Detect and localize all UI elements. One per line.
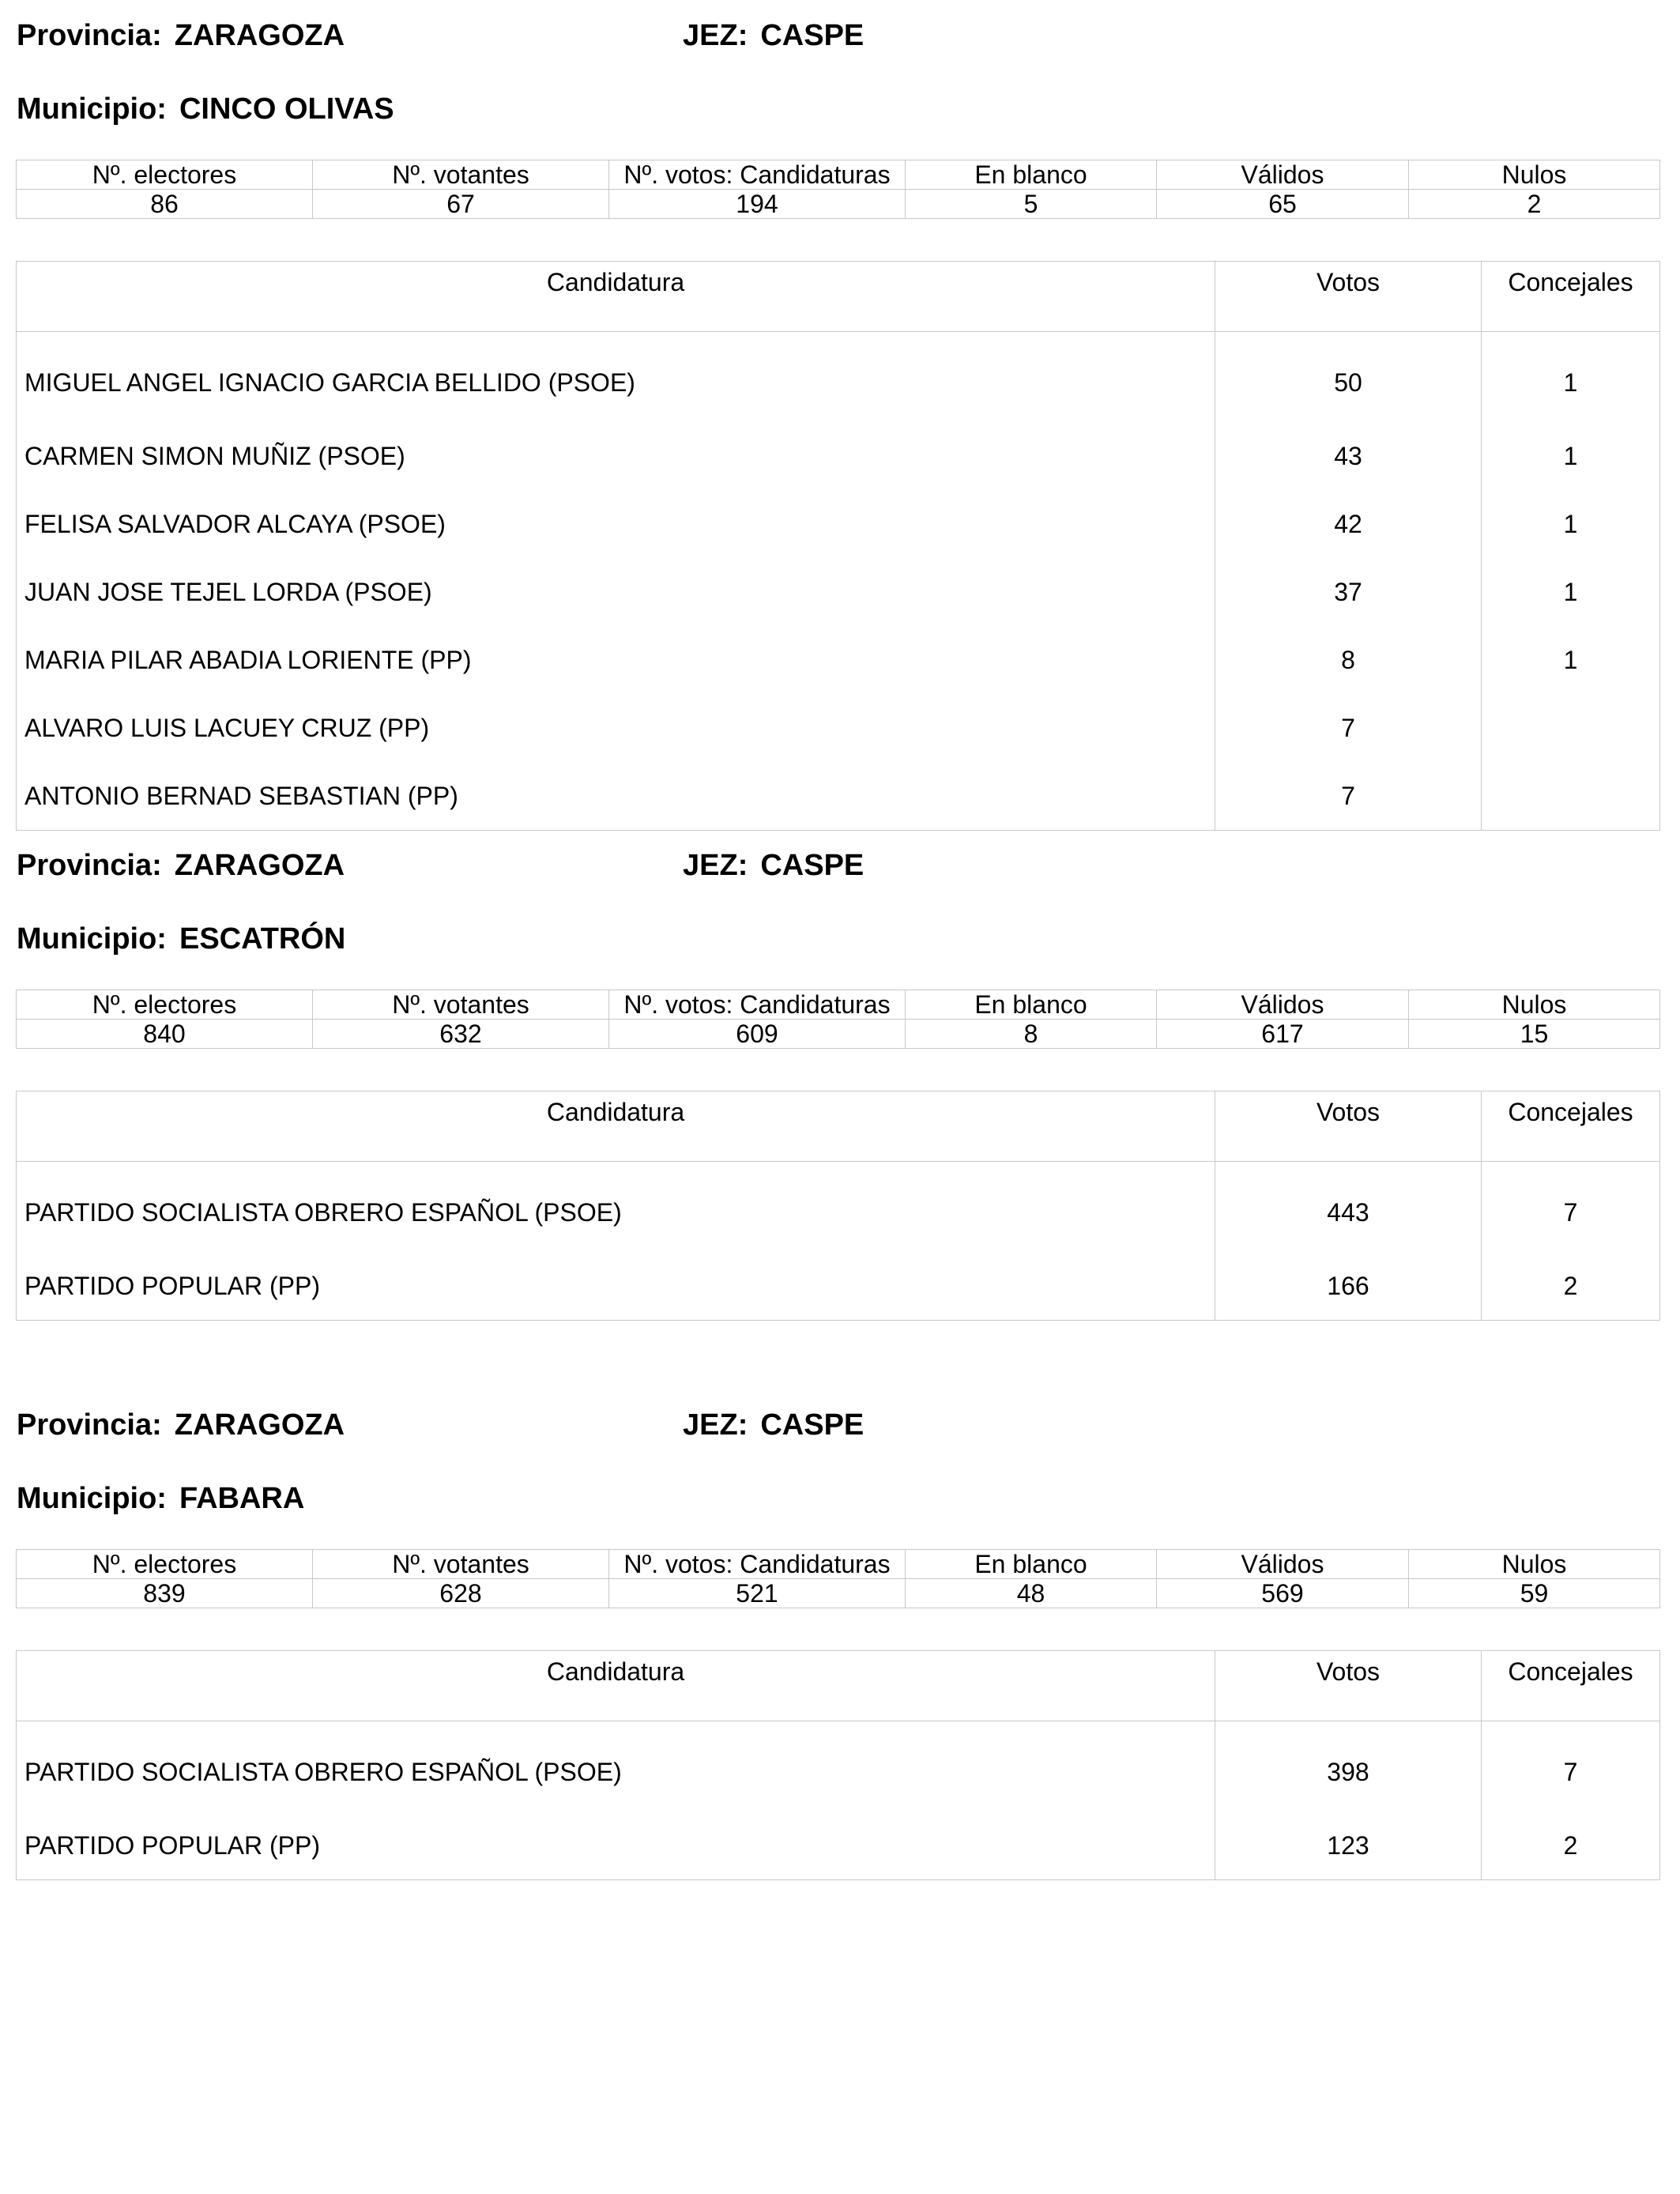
stats-value: 194	[609, 190, 906, 219]
candidate-votos: 43	[1215, 422, 1482, 490]
jez-label: JEZ:	[683, 19, 748, 52]
candidate-votos: 166	[1215, 1252, 1482, 1321]
stats-header-row	[17, 160, 1660, 190]
candidate-name: PARTIDO SOCIALISTA OBRERO ESPAÑOL (PSOE)	[17, 1162, 1215, 1253]
stats-value: 59	[1409, 1579, 1660, 1608]
stats-header: Válidos	[1157, 1550, 1409, 1579]
stats-header: Nº. votantes	[313, 160, 609, 190]
candidate-concejales: 2	[1482, 1811, 1660, 1880]
candidate-name: JUAN JOSE TEJEL LORDA (PSOE)	[17, 558, 1215, 626]
stats-value: 839	[17, 1579, 313, 1608]
votos-header: Votos	[1215, 1651, 1482, 1721]
candidatura-header: Candidatura	[17, 262, 1215, 332]
concejales-header: Concejales	[1482, 1091, 1660, 1162]
candidate-name: PARTIDO SOCIALISTA OBRERO ESPAÑOL (PSOE)	[17, 1721, 1215, 1812]
municipio-value: FABARA	[179, 1482, 305, 1515]
candidate-concejales: 7	[1482, 1721, 1660, 1812]
stats-value: 628	[313, 1579, 609, 1608]
candidate-name: MARIA PILAR ABADIA LORIENTE (PP)	[17, 626, 1215, 694]
stats-header: Nulos	[1409, 160, 1660, 190]
stats-value: 617	[1157, 1020, 1409, 1049]
votos-header: Votos	[1215, 262, 1482, 332]
candidate-name: MIGUEL ANGEL IGNACIO GARCIA BELLIDO (PSOE)	[17, 332, 1215, 423]
jez-value: CASPE	[760, 19, 864, 52]
stats-value: 521	[609, 1579, 906, 1608]
municipio-label: Municipio:	[17, 1482, 167, 1515]
stats-table	[16, 1549, 1660, 1608]
provincia-label: Provincia:	[17, 849, 162, 882]
candidate-concejales: 1	[1482, 332, 1660, 423]
stats-header: Nº. electores	[17, 990, 313, 1020]
candidate-concejales: 7	[1482, 1162, 1660, 1253]
candidate-name: PARTIDO POPULAR (PP)	[17, 1811, 1215, 1880]
stats-value: 86	[17, 190, 313, 219]
provincia-value: ZARAGOZA	[174, 1408, 345, 1442]
stats-header: Nulos	[1409, 1550, 1660, 1579]
jez-value: CASPE	[760, 849, 864, 882]
stats-value: 840	[17, 1020, 313, 1049]
municipio-value: CINCO OLIVAS	[179, 92, 394, 126]
candidate-votos: 443	[1215, 1162, 1482, 1253]
provincia-label: Provincia:	[17, 1408, 162, 1442]
stats-value: 67	[313, 190, 609, 219]
candidate-concejales: 1	[1482, 558, 1660, 626]
candidates-header-row	[17, 1091, 1660, 1162]
candidatura-header: Candidatura	[17, 1651, 1215, 1721]
candidate-concejales: 1	[1482, 422, 1660, 490]
candidate-votos: 50	[1215, 332, 1482, 423]
provincia-value: ZARAGOZA	[174, 19, 345, 52]
table-row	[17, 1811, 1660, 1880]
stats-header: En blanco	[906, 990, 1157, 1020]
jez-line	[683, 846, 864, 885]
stats-header: Nº. votantes	[313, 990, 609, 1020]
candidate-name: CARMEN SIMON MUÑIZ (PSOE)	[17, 422, 1215, 490]
stats-value: 65	[1157, 190, 1409, 219]
stats-header: Válidos	[1157, 160, 1409, 190]
candidatura-header: Candidatura	[17, 1091, 1215, 1162]
candidate-concejales	[1482, 762, 1660, 831]
stats-header: En blanco	[906, 1550, 1157, 1579]
stats-value: 8	[906, 1020, 1157, 1049]
stats-header: Nº. electores	[17, 160, 313, 190]
candidate-name: FELISA SALVADOR ALCAYA (PSOE)	[17, 490, 1215, 558]
candidate-name: PARTIDO POPULAR (PP)	[17, 1252, 1215, 1321]
table-row	[17, 1721, 1660, 1812]
candidate-concejales: 1	[1482, 490, 1660, 558]
candidate-name: ALVARO LUIS LACUEY CRUZ (PP)	[17, 694, 1215, 762]
candidate-votos: 7	[1215, 762, 1482, 831]
concejales-header: Concejales	[1482, 262, 1660, 332]
stats-header: Nº. votos: Candidaturas	[609, 1550, 906, 1579]
table-row	[17, 1162, 1660, 1253]
jez-line	[683, 1405, 864, 1445]
provincia-line	[17, 16, 345, 55]
candidates-table	[16, 261, 1660, 831]
candidates-table	[16, 1091, 1660, 1321]
candidate-concejales	[1482, 694, 1660, 762]
stats-value: 609	[609, 1020, 906, 1049]
provincia-value: ZARAGOZA	[174, 849, 345, 882]
stats-header: Nº. votantes	[313, 1550, 609, 1579]
table-row	[17, 422, 1660, 490]
stats-header: Nº. votos: Candidaturas	[609, 160, 906, 190]
municipio-label: Municipio:	[17, 92, 167, 126]
candidate-concejales: 2	[1482, 1252, 1660, 1321]
stats-header-row	[17, 1550, 1660, 1579]
candidate-concejales: 1	[1482, 626, 1660, 694]
stats-value-row	[17, 190, 1660, 219]
stats-value: 632	[313, 1020, 609, 1049]
stats-value: 2	[1409, 190, 1660, 219]
candidate-votos: 398	[1215, 1721, 1482, 1812]
stats-header-row	[17, 990, 1660, 1020]
votos-header: Votos	[1215, 1091, 1482, 1162]
stats-value: 569	[1157, 1579, 1409, 1608]
municipio-line	[17, 89, 394, 129]
stats-header: Nº. votos: Candidaturas	[609, 990, 906, 1020]
table-row	[17, 332, 1660, 423]
table-row	[17, 694, 1660, 762]
candidate-votos: 42	[1215, 490, 1482, 558]
provincia-label: Provincia:	[17, 19, 162, 52]
table-row	[17, 762, 1660, 831]
jez-value: CASPE	[760, 1408, 864, 1442]
table-row	[17, 1252, 1660, 1321]
stats-value: 48	[906, 1579, 1157, 1608]
candidate-votos: 123	[1215, 1811, 1482, 1880]
stats-value-row	[17, 1020, 1660, 1049]
candidates-header-row	[17, 1651, 1660, 1721]
stats-table	[16, 990, 1660, 1049]
stats-value-row	[17, 1579, 1660, 1608]
municipio-label: Municipio:	[17, 922, 167, 956]
candidate-name: ANTONIO BERNAD SEBASTIAN (PP)	[17, 762, 1215, 831]
candidate-votos: 8	[1215, 626, 1482, 694]
stats-value: 15	[1409, 1020, 1660, 1049]
jez-line	[683, 16, 864, 55]
candidate-votos: 37	[1215, 558, 1482, 626]
candidate-votos: 7	[1215, 694, 1482, 762]
table-row	[17, 558, 1660, 626]
table-row	[17, 626, 1660, 694]
stats-header: Válidos	[1157, 990, 1409, 1020]
table-row	[17, 490, 1660, 558]
municipio-line	[17, 919, 345, 959]
concejales-header: Concejales	[1482, 1651, 1660, 1721]
jez-label: JEZ:	[683, 849, 748, 882]
municipio-value: ESCATRÓN	[179, 922, 346, 956]
jez-label: JEZ:	[683, 1408, 748, 1442]
candidates-table	[16, 1650, 1660, 1880]
stats-table	[16, 160, 1660, 219]
municipio-line	[17, 1479, 304, 1518]
stats-header: En blanco	[906, 160, 1157, 190]
stats-header: Nº. electores	[17, 1550, 313, 1579]
stats-value: 5	[906, 190, 1157, 219]
candidates-header-row	[17, 262, 1660, 332]
provincia-line	[17, 1405, 345, 1445]
provincia-line	[17, 846, 345, 885]
stats-header: Nulos	[1409, 990, 1660, 1020]
